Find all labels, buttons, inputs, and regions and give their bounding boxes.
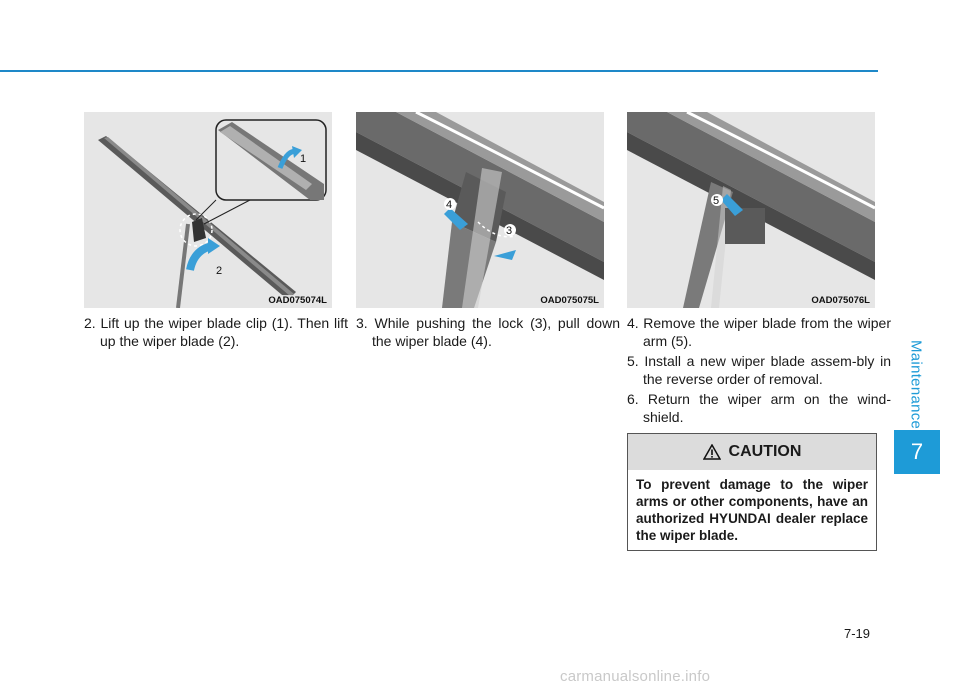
caution-box — [627, 433, 877, 551]
chapter-tab[interactable]: 7 — [894, 430, 940, 474]
warning-icon — [703, 444, 721, 460]
callout-3: 3 — [506, 225, 513, 237]
callout-2: 2 — [216, 265, 223, 277]
wiper-arm-illustration — [627, 112, 875, 308]
wiper-lock-illustration — [356, 112, 604, 308]
figure-wiper-arm — [627, 112, 875, 308]
step-6: 6. Return the wiper arm on the wind-shield. — [627, 391, 891, 425]
page-number: 7-19 — [844, 626, 871, 641]
figure-wiper-lock — [356, 112, 604, 308]
figure-wiper-clip — [84, 112, 332, 308]
callout-5: 5 — [713, 195, 720, 207]
step-2: 2. Lift up the wiper blade clip (1). Then lift up the wiper blade (2). — [84, 315, 348, 349]
caution-text: To prevent damage to the wiper arms or other components, have an authorized HYUNDAI dealer replace the wiper blade. — [636, 477, 868, 543]
watermark: carmanualsonline.info — [560, 668, 711, 685]
callout-1: 1 — [300, 153, 307, 165]
step-5: 5. Install a new wiper blade assem-bly in the reverse order of removal. — [627, 353, 891, 387]
figure-code: OAD075074L — [268, 295, 327, 306]
figure-code: OAD075075L — [540, 295, 599, 306]
section-label: Maintenance — [907, 340, 925, 430]
caution-title: CAUTION — [728, 443, 802, 460]
callout-4: 4 — [446, 199, 453, 211]
header-rule — [0, 70, 878, 72]
caution-header — [628, 434, 876, 470]
wiper-clip-illustration — [84, 112, 332, 308]
step-4: 4. Remove the wiper blade from the wiper arm (5). — [627, 315, 891, 349]
figure-code: OAD075076L — [811, 295, 870, 306]
step-3: 3. While pushing the lock (3), pull down the wiper blade (4). — [356, 315, 620, 349]
